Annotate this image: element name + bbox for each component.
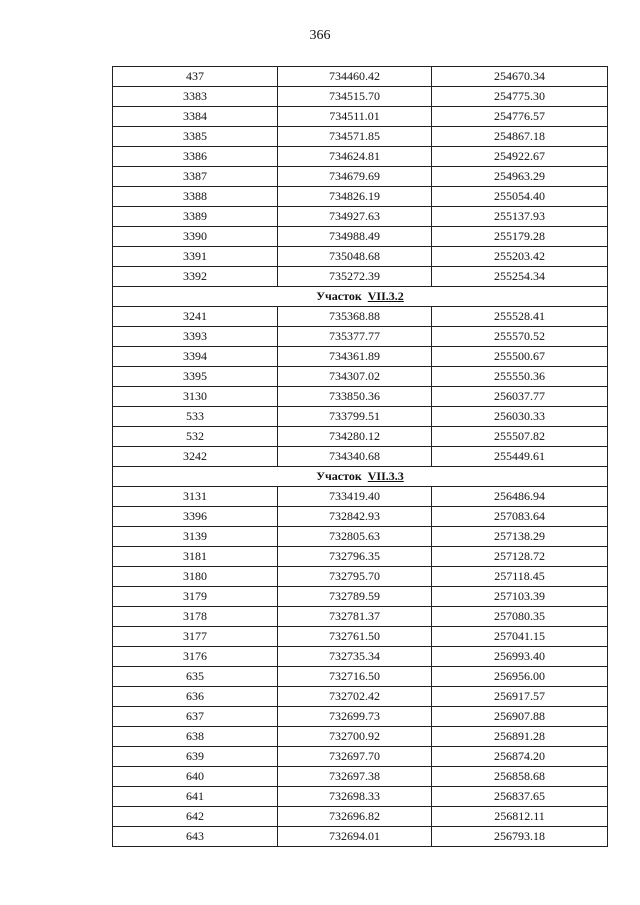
point-number-cell: 3388 <box>113 187 278 207</box>
point-number-cell: 636 <box>113 687 278 707</box>
x-coordinate-cell: 734927.63 <box>278 207 432 227</box>
point-number-cell: 3396 <box>113 507 278 527</box>
y-coordinate-cell: 256812.11 <box>432 807 608 827</box>
x-coordinate-cell: 732696.82 <box>278 807 432 827</box>
x-coordinate-cell: 732694.01 <box>278 827 432 847</box>
x-coordinate-cell: 734307.02 <box>278 367 432 387</box>
coordinates-table-body <box>113 67 608 847</box>
table-row <box>113 107 608 127</box>
table-row <box>113 827 608 847</box>
table-row <box>113 427 608 447</box>
x-coordinate-cell: 734340.68 <box>278 447 432 467</box>
point-number-cell: 3241 <box>113 307 278 327</box>
point-number-cell: 3383 <box>113 87 278 107</box>
y-coordinate-cell: 254670.34 <box>432 67 608 87</box>
table-row <box>113 447 608 467</box>
y-coordinate-cell: 255507.82 <box>432 427 608 447</box>
table-row <box>113 767 608 787</box>
table-row <box>113 147 608 167</box>
y-coordinate-cell: 257041.15 <box>432 627 608 647</box>
table-row <box>113 367 608 387</box>
x-coordinate-cell: 734280.12 <box>278 427 432 447</box>
x-coordinate-cell: 732702.42 <box>278 687 432 707</box>
y-coordinate-cell: 255254.34 <box>432 267 608 287</box>
point-number-cell: 635 <box>113 667 278 687</box>
section-title-code: VII.3.3 <box>367 469 404 483</box>
x-coordinate-cell: 734361.89 <box>278 347 432 367</box>
y-coordinate-cell: 256956.00 <box>432 667 608 687</box>
table-row <box>113 807 608 827</box>
y-coordinate-cell: 256793.18 <box>432 827 608 847</box>
point-number-cell: 3385 <box>113 127 278 147</box>
x-coordinate-cell: 732698.33 <box>278 787 432 807</box>
y-coordinate-cell: 256907.88 <box>432 707 608 727</box>
point-number-cell: 3131 <box>113 487 278 507</box>
point-number-cell: 3389 <box>113 207 278 227</box>
x-coordinate-cell: 735272.39 <box>278 267 432 287</box>
x-coordinate-cell: 732697.38 <box>278 767 432 787</box>
x-coordinate-cell: 735368.88 <box>278 307 432 327</box>
x-coordinate-cell: 732796.35 <box>278 547 432 567</box>
y-coordinate-cell: 254963.29 <box>432 167 608 187</box>
point-number-cell: 3384 <box>113 107 278 127</box>
point-number-cell: 642 <box>113 807 278 827</box>
point-number-cell: 641 <box>113 787 278 807</box>
x-coordinate-cell: 735377.77 <box>278 327 432 347</box>
section-title-word: Участок <box>316 289 362 303</box>
section-header-row <box>113 467 608 487</box>
table-row <box>113 567 608 587</box>
point-number-cell: 640 <box>113 767 278 787</box>
y-coordinate-cell: 256030.33 <box>432 407 608 427</box>
x-coordinate-cell: 732697.70 <box>278 747 432 767</box>
point-number-cell: 3386 <box>113 147 278 167</box>
x-coordinate-cell: 732795.70 <box>278 567 432 587</box>
page-number: 366 <box>309 28 331 43</box>
y-coordinate-cell: 256858.68 <box>432 767 608 787</box>
table-row <box>113 667 608 687</box>
point-number-cell: 643 <box>113 827 278 847</box>
point-number-cell: 3177 <box>113 627 278 647</box>
point-number-cell: 533 <box>113 407 278 427</box>
table-row <box>113 627 608 647</box>
y-coordinate-cell: 257118.45 <box>432 567 608 587</box>
table-row <box>113 607 608 627</box>
table-row <box>113 787 608 807</box>
y-coordinate-cell: 254922.67 <box>432 147 608 167</box>
x-coordinate-cell: 732735.34 <box>278 647 432 667</box>
x-coordinate-cell: 732700.92 <box>278 727 432 747</box>
x-coordinate-cell: 734515.70 <box>278 87 432 107</box>
y-coordinate-cell: 257083.64 <box>432 507 608 527</box>
y-coordinate-cell: 256993.40 <box>432 647 608 667</box>
y-coordinate-cell: 255179.28 <box>432 227 608 247</box>
table-row <box>113 267 608 287</box>
table-row <box>113 547 608 567</box>
x-coordinate-cell: 733799.51 <box>278 407 432 427</box>
y-coordinate-cell: 254867.18 <box>432 127 608 147</box>
point-number-cell: 3394 <box>113 347 278 367</box>
point-number-cell: 3242 <box>113 447 278 467</box>
x-coordinate-cell: 734826.19 <box>278 187 432 207</box>
point-number-cell: 3391 <box>113 247 278 267</box>
point-number-cell: 3387 <box>113 167 278 187</box>
point-number-cell: 3130 <box>113 387 278 407</box>
x-coordinate-cell: 732761.50 <box>278 627 432 647</box>
x-coordinate-cell: 735048.68 <box>278 247 432 267</box>
table-row <box>113 687 608 707</box>
table-row <box>113 387 608 407</box>
section-title <box>113 287 608 307</box>
y-coordinate-cell: 257103.39 <box>432 587 608 607</box>
x-coordinate-cell: 733419.40 <box>278 487 432 507</box>
point-number-cell: 638 <box>113 727 278 747</box>
section-title-code: VII.3.2 <box>367 289 404 303</box>
point-number-cell: 3180 <box>113 567 278 587</box>
y-coordinate-cell: 257138.29 <box>432 527 608 547</box>
x-coordinate-cell: 732716.50 <box>278 667 432 687</box>
point-number-cell: 3390 <box>113 227 278 247</box>
x-coordinate-cell: 732842.93 <box>278 507 432 527</box>
y-coordinate-cell: 257080.35 <box>432 607 608 627</box>
y-coordinate-cell: 256874.20 <box>432 747 608 767</box>
table-row <box>113 247 608 267</box>
table-row <box>113 707 608 727</box>
table-row <box>113 587 608 607</box>
x-coordinate-cell: 732699.73 <box>278 707 432 727</box>
y-coordinate-cell: 256837.65 <box>432 787 608 807</box>
y-coordinate-cell: 256486.94 <box>432 487 608 507</box>
table-row <box>113 307 608 327</box>
y-coordinate-cell: 254776.57 <box>432 107 608 127</box>
y-coordinate-cell: 256891.28 <box>432 727 608 747</box>
y-coordinate-cell: 255528.41 <box>432 307 608 327</box>
x-coordinate-cell: 734571.85 <box>278 127 432 147</box>
point-number-cell: 3392 <box>113 267 278 287</box>
point-number-cell: 3139 <box>113 527 278 547</box>
table-row <box>113 187 608 207</box>
point-number-cell: 437 <box>113 67 278 87</box>
point-number-cell: 3179 <box>113 587 278 607</box>
y-coordinate-cell: 255054.40 <box>432 187 608 207</box>
table-row <box>113 127 608 147</box>
y-coordinate-cell: 255449.61 <box>432 447 608 467</box>
table-row <box>113 727 608 747</box>
section-title-word: Участок <box>316 469 362 483</box>
table-row <box>113 67 608 87</box>
point-number-cell: 3395 <box>113 367 278 387</box>
table-row <box>113 207 608 227</box>
x-coordinate-cell: 734988.49 <box>278 227 432 247</box>
x-coordinate-cell: 734679.69 <box>278 167 432 187</box>
table-row <box>113 487 608 507</box>
table-row <box>113 647 608 667</box>
y-coordinate-cell: 254775.30 <box>432 87 608 107</box>
point-number-cell: 3176 <box>113 647 278 667</box>
x-coordinate-cell: 734624.81 <box>278 147 432 167</box>
y-coordinate-cell: 255550.36 <box>432 367 608 387</box>
table-row <box>113 507 608 527</box>
point-number-cell: 532 <box>113 427 278 447</box>
x-coordinate-cell: 733850.36 <box>278 387 432 407</box>
y-coordinate-cell: 255500.67 <box>432 347 608 367</box>
y-coordinate-cell: 256917.57 <box>432 687 608 707</box>
section-header-row <box>113 287 608 307</box>
x-coordinate-cell: 732781.37 <box>278 607 432 627</box>
table-row <box>113 227 608 247</box>
y-coordinate-cell: 255137.93 <box>432 207 608 227</box>
x-coordinate-cell: 734460.42 <box>278 67 432 87</box>
point-number-cell: 637 <box>113 707 278 727</box>
x-coordinate-cell: 734511.01 <box>278 107 432 127</box>
section-title <box>113 467 608 487</box>
point-number-cell: 3181 <box>113 547 278 567</box>
table-row <box>113 167 608 187</box>
y-coordinate-cell: 256037.77 <box>432 387 608 407</box>
y-coordinate-cell: 255570.52 <box>432 327 608 347</box>
coordinates-table <box>112 66 608 847</box>
table-row <box>113 407 608 427</box>
table-row <box>113 347 608 367</box>
table-row <box>113 87 608 107</box>
point-number-cell: 3393 <box>113 327 278 347</box>
x-coordinate-cell: 732805.63 <box>278 527 432 547</box>
y-coordinate-cell: 257128.72 <box>432 547 608 567</box>
table-row <box>113 527 608 547</box>
y-coordinate-cell: 255203.42 <box>432 247 608 267</box>
point-number-cell: 3178 <box>113 607 278 627</box>
x-coordinate-cell: 732789.59 <box>278 587 432 607</box>
point-number-cell: 639 <box>113 747 278 767</box>
table-row <box>113 327 608 347</box>
table-row <box>113 747 608 767</box>
